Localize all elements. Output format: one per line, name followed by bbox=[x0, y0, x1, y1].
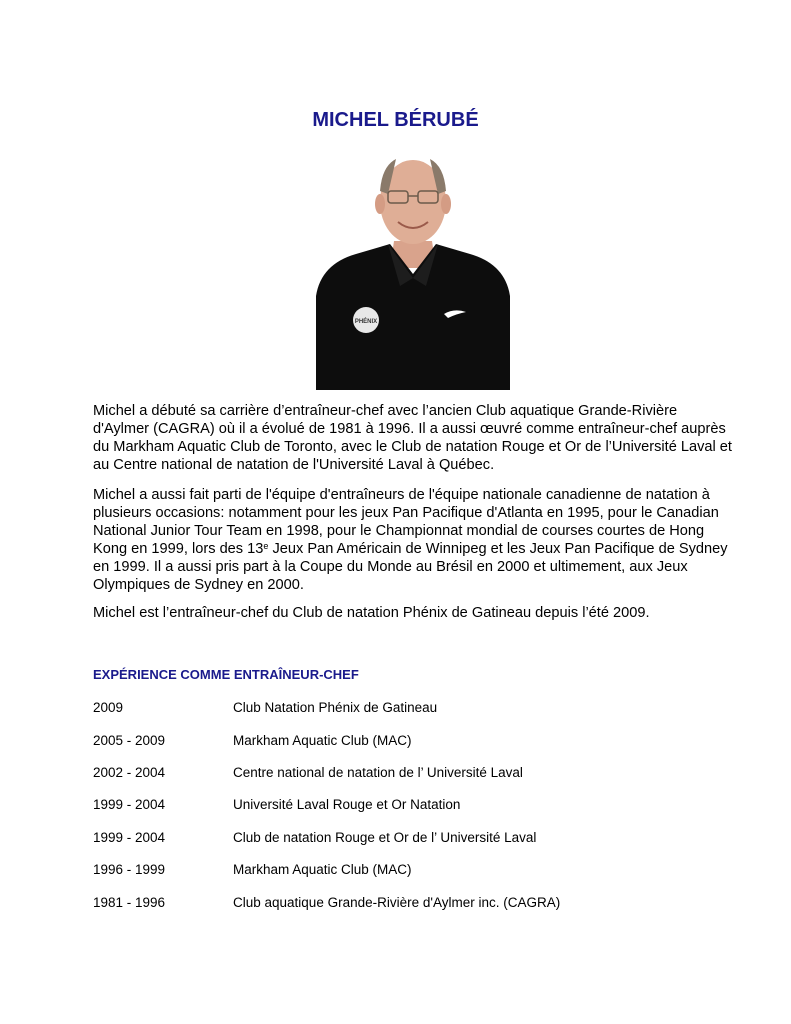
experience-club: Centre national de natation de l’ Université Laval bbox=[233, 765, 523, 780]
experience-years: 1999 - 2004 bbox=[93, 797, 166, 812]
experience-years: 1999 - 2004 bbox=[93, 830, 166, 845]
experience-years: 2002 - 2004 bbox=[93, 765, 166, 780]
experience-years: 1996 - 1999 bbox=[93, 862, 166, 877]
bio-paragraph-3: Michel est l’entraîneur-chef du Club de natation Phénix de Gatineau depuis l’été 2009. bbox=[93, 605, 650, 621]
bio-paragraph-2: Michel a aussi fait parti de l'équipe d'entraîneurs de l'équipe nationale canadienne de natation à plusieurs occasions: notamment pour les jeux Pan Pacifique d'Atlanta en 1995, pour le Canadian National Junior Tour Team en 1998, pour le Championnat mondial de courses courtes de Hong Kong en 1999, lors des 13e Jeux Pan Américain de Winnipeg et les Jeux Pan Pacifique de Sydney en 1999. Il a aussi pris part à la Coupe du Monde au Brésil en 2000 et ultimement, aux Jeux Olympiques de Sydney en 2000. bbox=[93, 487, 728, 593]
page-title: MICHEL BÉRUBÉ bbox=[312, 109, 479, 131]
experience-club: Club aquatique Grande-Rivière d'Aylmer inc. (CAGRA) bbox=[233, 895, 561, 910]
experience-club: Université Laval Rouge et Or Natation bbox=[233, 797, 461, 812]
experience-years: 2009 bbox=[93, 700, 124, 715]
coach-photo bbox=[316, 146, 510, 390]
experience-years: 1981 - 1996 bbox=[93, 895, 166, 910]
experience-years: 2005 - 2009 bbox=[93, 733, 166, 748]
experience-club: Markham Aquatic Club (MAC) bbox=[233, 733, 412, 748]
experience-club: Club Natation Phénix de Gatineau bbox=[233, 700, 438, 715]
badge-text: PHÉNIX bbox=[354, 319, 378, 325]
bio-paragraph-1: Michel a débuté sa carrière d’entraîneur-chef avec l’ancien Club aquatique Grande-Rivière d'Aylmer (CAGRA) où il a évolué de 1981 à 1996. Il a aussi œuvré comme entraîneur-chef auprès du Markham Aquatic Club de Toronto, avec le Club de natation Rouge et Or de l’Université Laval et au Centre national de natation de l'Université Laval à Québec. bbox=[93, 403, 732, 473]
experience-club: Club de natation Rouge et Or de l’ Université Laval bbox=[233, 830, 537, 845]
experience-heading: EXPÉRIENCE COMME ENTRAÎNEUR-CHEF bbox=[93, 667, 359, 682]
experience-club: Markham Aquatic Club (MAC) bbox=[233, 862, 412, 877]
